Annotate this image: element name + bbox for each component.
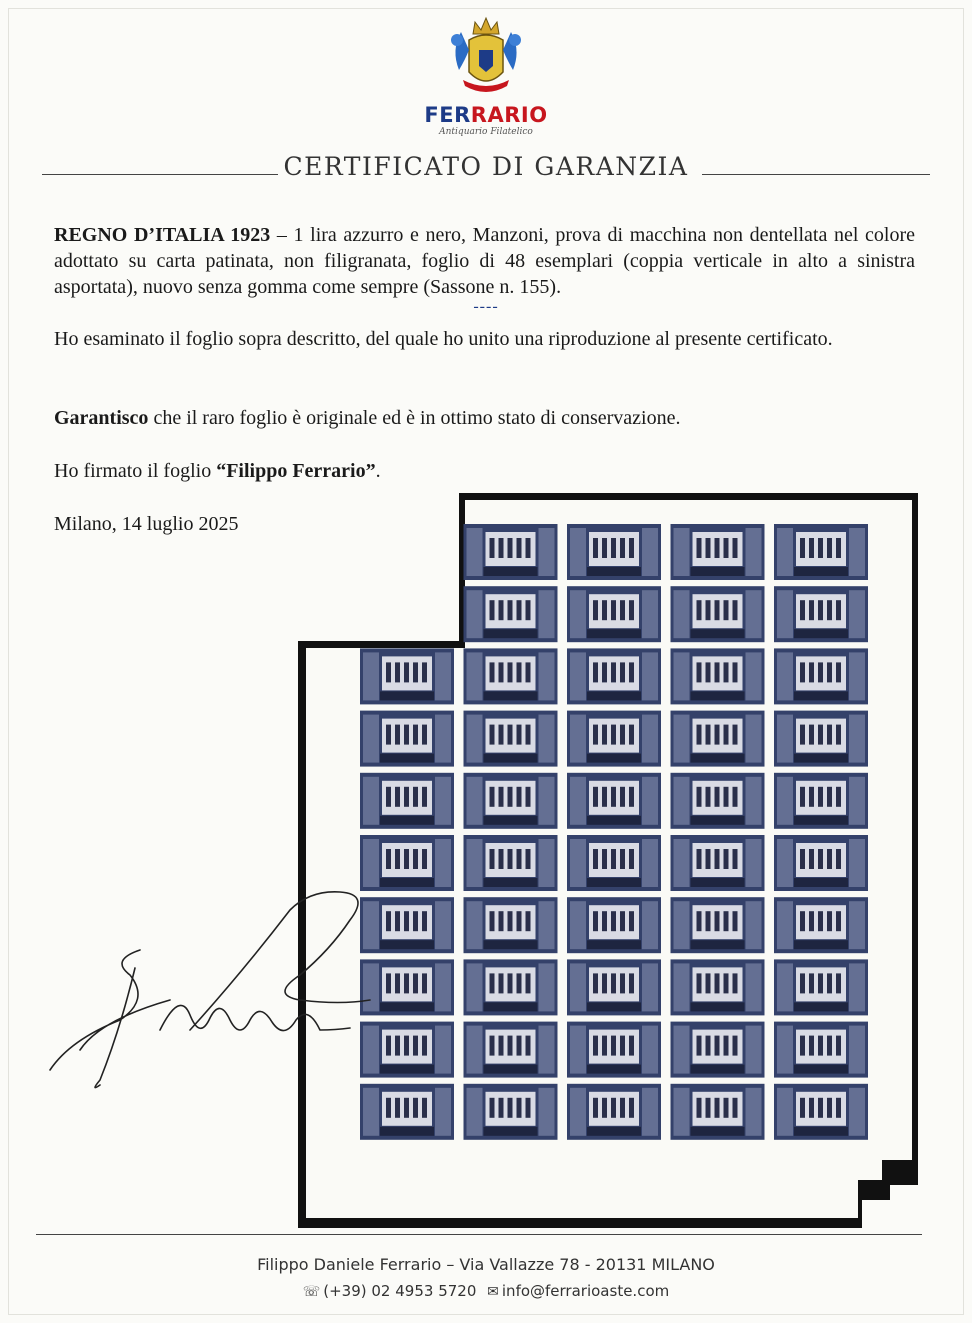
footer-dash: – [441,1255,460,1274]
certificate-title: CERTIFICATO DI GARANZIA [283,152,689,181]
footer-email[interactable]: info@ferrarioaste.com [501,1282,670,1300]
phone-icon: ☏ [302,1284,321,1300]
place-date: Milano, 14 luglio 2025 [54,513,239,535]
footer-phone-email-line [0,1282,972,1300]
guarantee-text: che il raro foglio è originale ed è in ottimo stato di conservazione. [148,407,681,429]
guarantee-keyword: Garantisco [54,407,149,429]
footer-divider [36,1234,922,1235]
description-paragraph [54,222,915,300]
signed-end: . [375,460,381,482]
description-text: – 1 lira azzurro e nero, Manzoni, prova di macchina non dentellata nel colore adottato su carta patinata, non filigranata, foglio di 48 esemplari (coppia verticale in alto a sinistra asportata), nuovo senza gomma come sempre (Sassone n. 155). [54,224,915,298]
footer-address: Via Vallazze 78 - 20131 MILANO [459,1255,715,1274]
description-heading: REGNO D’ITALIA 1923 [54,224,271,246]
title-divider-right [702,174,930,175]
brand-name [0,104,972,126]
crest-icon [441,10,531,100]
brand-name-part1: FER [424,103,471,127]
brand-tagline: Antiquario Filatelico [439,127,533,137]
signed-name: “Filippo Ferrario” [216,460,376,482]
brand-name-part2: RARIO [470,103,548,127]
footer-phone: (+39) 02 4953 5720 [323,1282,477,1300]
certificate-frame [8,8,964,1315]
envelope-icon: ✉ [487,1284,499,1300]
examination-paragraph: Ho esaminato il foglio sopra descritto, del quale ho unito una riproduzione al presente certificato. [54,328,833,350]
separator: ---- [473,298,499,315]
title-divider-left [42,174,278,175]
signature-mark [40,880,380,1100]
guarantee-paragraph [54,405,915,431]
signed-text: Ho firmato il foglio [54,460,217,482]
footer-name: Filippo Daniele Ferrario [257,1255,442,1274]
footer-contact-line [0,1255,972,1274]
title-row [42,152,930,186]
logo [0,10,972,137]
signed-paragraph [54,458,915,484]
